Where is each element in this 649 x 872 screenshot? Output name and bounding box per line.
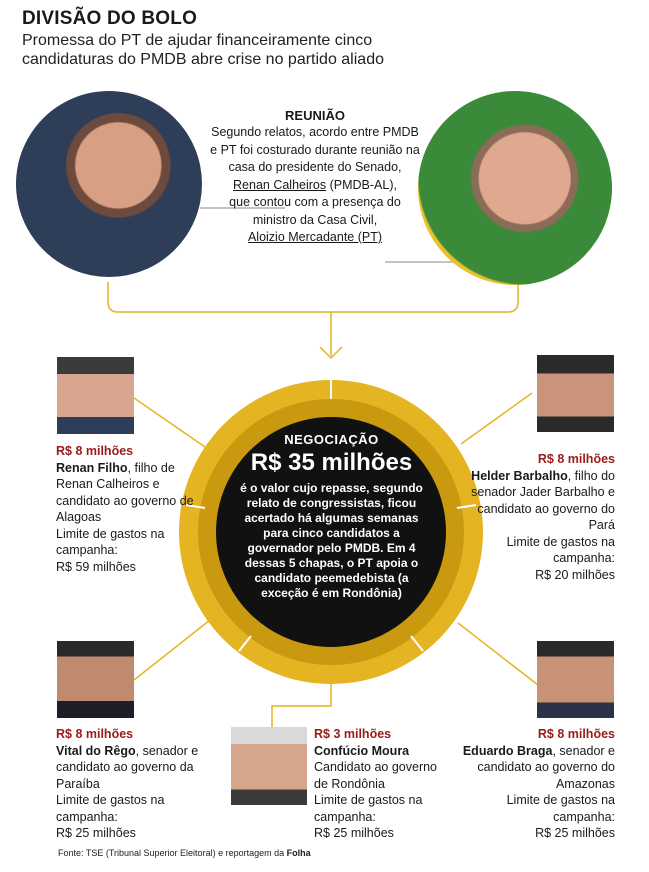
source-prefix: Fonte: TSE (Tribunal Superior Eleitoral) e reportagem da (58, 848, 287, 858)
meeting-title: REUNIÃO (285, 108, 345, 123)
candidate-desc: , senador e candidato ao governo da Paraíba (56, 743, 199, 791)
candidate-name: Helder Barbalho (471, 468, 568, 483)
helder-barbalho-photo (537, 355, 614, 432)
candidate-eduardo-braga (460, 726, 615, 842)
vital-do-rego-photo (57, 641, 134, 718)
candidate-name: Vital do Rêgo (56, 743, 136, 758)
negotiation-value: R$ 35 milhões (250, 449, 413, 476)
spoke-1 (134, 398, 205, 447)
confucio-moura-photo (231, 727, 307, 805)
page-subtitle: Promessa do PT de ajudar financeiramente cinco candidaturas do PMDB abre crise no partido aliado (22, 32, 384, 68)
source-outlet: Folha (286, 848, 311, 858)
negotiation-label: NEGOCIAÇÃO (284, 432, 379, 447)
candidate-amount: R$ 3 milhões (314, 727, 392, 741)
candidate-name: Confúcio Moura (314, 743, 410, 758)
meeting-text (210, 124, 420, 247)
page-title: DIVISÃO DO BOLO (22, 8, 198, 29)
candidate-limit-label: Limite de gastos na campanha: (56, 793, 165, 824)
candidate-limit-label: Limite de gastos na campanha: (314, 793, 423, 824)
candidate-limit-label: Limite de gastos na campanha: (506, 534, 615, 565)
candidate-name: Renan Filho (56, 460, 128, 475)
candidate-limit: R$ 59 milhões (56, 559, 136, 574)
candidate-limit-label: Limite de gastos na campanha: (56, 526, 165, 557)
candidate-limit: R$ 25 milhões (56, 826, 136, 840)
spoke-2 (461, 393, 532, 444)
candidate-name: Eduardo Braga (462, 743, 553, 758)
candidate-limit: R$ 25 milhões (314, 826, 394, 840)
renan-calheiros-photo (16, 91, 202, 277)
candidate-limit: R$ 20 milhões (535, 567, 615, 582)
top-bracket-line (108, 282, 518, 312)
candidate-desc: , senador e candidato ao governo do Amazonas (477, 743, 615, 791)
meeting-text-before: Segundo relatos, acordo entre PMDB e PT foi costurado durante reunião na casa do presidente do Senado, (210, 125, 420, 174)
meeting-person2: Aloizio Mercadante (PT) (247, 230, 383, 244)
candidate-amount: R$ 8 milhões (537, 727, 615, 741)
candidate-amount: R$ 8 milhões (537, 452, 615, 466)
meeting-person1-party: (PMDB-AL), (326, 177, 397, 192)
spoke-4 (458, 623, 538, 685)
candidate-amount: R$ 8 milhões (56, 727, 134, 741)
candidate-amount: R$ 8 milhões (56, 444, 134, 458)
source-note (58, 848, 311, 858)
candidate-confucio-moura (314, 726, 444, 842)
spoke-3 (134, 620, 210, 680)
meeting-person1: Renan Calheiros (233, 177, 327, 192)
renan-filho-photo (57, 357, 134, 434)
aloizio-mercadante-photo (418, 91, 612, 285)
candidate-desc: , filho do senador Jader Barbalho e candidato ao governo do Pará (471, 468, 615, 532)
negotiation-text: é o valor cujo repasse, segundo relato de congressistas, ficou acertado há algumas semanas para cinco candidatos a governador pelo PMDB. Em 4 dessas 5 chapas, o PT apoia o candidato peemedebista (a exceção é em Rondônia) (240, 481, 423, 600)
eduardo-braga-photo (537, 641, 614, 718)
negotiation-box (234, 432, 429, 601)
candidate-desc: , filho de Renan Calheiros e candidato ao governo de Alagoas (56, 460, 194, 524)
candidate-helder-barbalho (470, 451, 615, 583)
candidate-renan-filho (56, 443, 206, 575)
candidate-limit-label: Limite de gastos na campanha: (506, 793, 615, 824)
candidate-vital-do-rego (56, 726, 206, 842)
meeting-text-middle: que contou com a presença do ministro da Casa Civil, (229, 195, 401, 227)
candidate-limit: R$ 25 milhões (535, 826, 615, 840)
candidate-desc: Candidato ao governo de Rondônia (314, 760, 438, 791)
